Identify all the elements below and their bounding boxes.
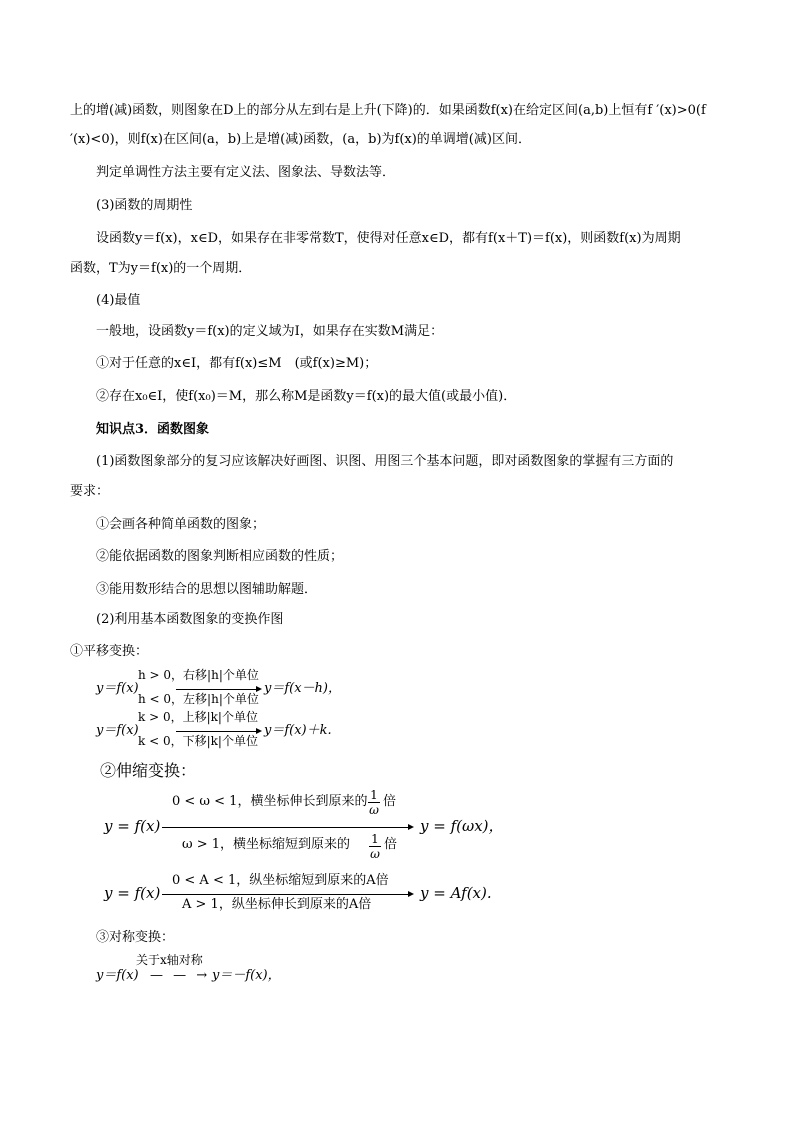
formula-condition-bottom: A > 1，纵坐标伸长到原来的A倍 [182, 897, 372, 912]
condition-text: ω > 1，横坐标缩短到原来的 [182, 837, 351, 852]
text-line: (1)函数图象部分的复习应该解决好画图、识图、用图三个基本问题，即对函数图象的掌握有三方面的 [96, 454, 674, 469]
formula-condition-bottom [182, 838, 350, 852]
formula-condition-bottom: k < 0，下移|k|个单位 [138, 734, 258, 748]
fraction [369, 833, 381, 860]
formula-condition-top: 关于x轴对称 [136, 953, 203, 967]
formula-lhs: y＝f(x) [96, 723, 139, 738]
knowledge-point-heading: 知识点3．函数图象 [96, 422, 210, 437]
arrow [162, 894, 412, 895]
text-line: 设函数y＝f(x)，x∈D，如果存在非零常数T，使得对任意x∈D，都有f(x＋T)＝f(x)，则函数f(x)为周期 [96, 231, 681, 246]
formula-condition-top: h > 0，右移|h|个单位 [138, 668, 259, 682]
formula-rhs: y = Af(x). [420, 884, 492, 902]
formula-condition-top: k > 0，上移|k|个单位 [138, 710, 258, 724]
formula-rhs: y＝－f(x)， [212, 968, 281, 983]
section-heading: (2)利用基本函数图象的变换作图 [96, 612, 284, 627]
formula-rhs: y = f(ωx)， [420, 817, 504, 835]
condition-suffix: 倍 [383, 794, 397, 809]
sub-heading: ③对称变换： [96, 930, 175, 945]
arrow [162, 827, 412, 828]
text-line: ′(x)<0)，则f(x)在区间(a，b)上是增(减)函数，(a，b)为f(x)的单调增(减)区间． [70, 132, 531, 147]
list-item: ①会画各种简单函数的图象； [96, 517, 266, 532]
text-line: 函数，T为y＝f(x)的一个周期． [70, 261, 252, 276]
section-heading: (3)函数的周期性 [96, 198, 193, 213]
formula-condition-top: 0 < A < 1，纵坐标缩短到原来的A倍 [172, 873, 389, 888]
sub-heading: ②伸缩变换： [100, 761, 197, 780]
formula-rhs: y＝f(x－h)， [264, 681, 342, 696]
formula-lhs: y＝f(x) [96, 968, 139, 983]
section-heading: (4)最值 [96, 293, 141, 308]
text-line: 判定单调性方法主要有定义法、图象法、导数法等． [96, 165, 396, 180]
formula-rhs: y＝f(x)＋k. [264, 723, 332, 738]
arrow [176, 689, 260, 690]
formula-lhs: y = f(x) [104, 884, 161, 902]
text-line: ②存在x₀∈I，使f(x₀)＝M，那么称M是函数y＝f(x)的最大值(或最小值)． [96, 389, 517, 404]
text-line: 一般地，设函数y＝f(x)的定义域为I，如果存在实数M满足： [96, 324, 444, 339]
formula-condition-bottom: h < 0，左移|h|个单位 [138, 692, 259, 706]
list-item: ②能依据函数的图象判断相应函数的性质； [96, 549, 344, 564]
dashed-arrow: — — → [150, 968, 211, 983]
fraction-numerator: 1 [370, 788, 378, 802]
formula-condition-top [172, 795, 367, 809]
condition-text: 0 < ω < 1，横坐标伸长到原来的 [172, 794, 368, 809]
condition-suffix: 倍 [384, 837, 398, 852]
list-item: ③能用数形结合的思想以图辅助解题． [96, 582, 318, 597]
fraction [368, 789, 380, 816]
fraction-denominator: ω [370, 847, 380, 861]
arrow [176, 731, 260, 732]
formula-lhs: y = f(x) [104, 817, 161, 835]
sub-heading: ①平移变换： [70, 644, 149, 659]
fraction-denominator: ω [369, 803, 379, 817]
fraction-numerator: 1 [371, 832, 379, 846]
text-line: 上的增(减)函数，则图象在D上的部分从左到右是上升(下降)的．如果函数f(x)在给定区间(a,b)上恒有f ′(x)>0(f [70, 103, 706, 118]
formula-lhs: y＝f(x) [96, 681, 139, 696]
text-line: ①对于任意的x∈I，都有f(x)≤M (或f(x)≥M)； [96, 356, 378, 371]
text-line: 要求： [70, 484, 110, 499]
